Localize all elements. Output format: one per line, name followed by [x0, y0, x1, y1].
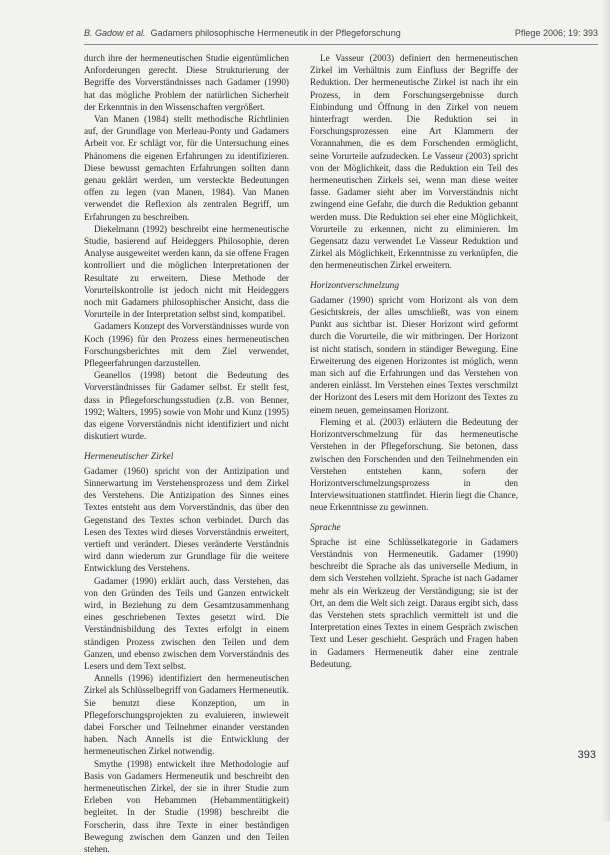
header-author: B. Gadow et al.	[84, 28, 146, 38]
paragraph: Fleming et al. (2003) erläutern die Bedeutung der Horizontverschmelzung für das hermeneutische Verstehen in der Pflegeforschung. Sie betonen, dass zwischen den Forschenden und den Teilnehmenden ein Verstehen entstehen kann, sofern der Horizontverschmelzungsprozess in den Interviewsituationen stattfindet. Hierin liegt die Chance, neue Erkenntnisse zu gewinnen.	[310, 416, 518, 513]
header-title: Gadamers philosophische Hermeneutik in der Pflegeforschung	[150, 28, 401, 38]
paragraph: Smythe (1998) entwickelt ihre Methodologie auf Basis von Gadamers Hermeneutik und beschreibt den hermeneutischen Zirkel, der sie in ihrer Studie zum Erleben von Hebammen (Hebammentätigkeit) begleitet. In der Studie (1998) beschreibt die Forscherin, dass ihre Texte in einer beständigen Bewegung zwischen dem Ganzen und den Teilen stehen.	[84, 758, 289, 854]
header-rule	[84, 44, 598, 45]
paragraph: Geanellos (1998) betont die Bedeutung des Vorverständnisses für Gadamer selbst. Er stellt fest, dass in Pflegeforschungsstudien (z.B. von Benner, 1992; Walters, 1995) sowie von Mohr und Kunz (1995) das eigene Vorverständnis nicht identifiziert und nicht diskutiert wurde.	[84, 370, 289, 442]
paragraph: Gadamer (1960) spricht von der Antizipation und Sinnerwartung im Verstehensprozess und dem Zirkel des Verstehens. Die Antizipation des Sinnes eines Textes entsteht aus dem Vorverständnis, das über den Gegenstand des Textes schon verbindet. Durch das Lesen des Textes wird dieses Vorverständnis erweitert, vertieft und verändert. Dieses veränderte Verständnis wird dann wiederum zur Grundlage für die weitere Entwicklung des Verstehens.	[84, 465, 289, 574]
section-heading: Sprache	[310, 522, 341, 533]
paragraph: Diekelmann (1992) beschreibt eine hermeneutische Studie, basierend auf Heideggers Philosophie, deren Analyse ausgeweitet werden kann, da sie offene Fragen kontrolliert und die möglichen Interpretationen der Resultate zu erweitern. Diese Methode der Vorurteilskontrolle ist jedoch nicht mit Heideggers noch mit Gadamers philosophischer Ansicht, dass die Vorurteile in der Interpretation selbst sind, kompatibel.	[84, 223, 289, 320]
paragraph: Sprache ist eine Schlüsselkategorie in Gadamers Verständnis von Hermeneutik. Gadamer (1990) beschreibt die Sprache als das universelle Medium, in dem sich Verstehen vollzieht. Sprache ist nach Gadamer mehr als ein Werkzeug der Verständigung; sie ist der Ort, an dem die Welt sich zeigt. Daraus ergibt sich, dass das Verstehen stets sprachlich vermittelt ist und die Interpretation eines Textes in einem Gespräch zwischen Text und Leser geschieht. Gespräch und Fragen haben in Gadamers Hermeneutik daher eine zentrale Bedeutung.	[310, 536, 518, 669]
page-number: 393	[577, 749, 596, 761]
paragraph: Le Vasseur (2003) definiert den hermeneutischen Zirkel im Verhältnis zum Einfluss der Begriffe der Reduktion. Der hermeneutische Zirkel ist nach ihr ein Prozess, in dem Forschungsergebnisse durch Einbindung und Öffnung in den Zirkel von neuem hinterfragt werden. Die Reduktion sei in Forschungsprozessen eine Art Klammern der Vorannahmen, die es dem Forschenden ermöglicht, seine Vorurteile aufzudecken. Le Vasseur (2003) spricht von der Möglichkeit, dass die Reduktion ein Teil des hermeneutischen Zirkels sei, wenn man diese weiter fasse. Gadamer sieht aber im Vorverständnis nicht zwingend eine Gefahr, die durch die Reduktion gebannt werden muss. Die Reduktion sei eher eine Möglichkeit, Vorurteile zu erkennen, nicht zu eliminieren. Im Gegensatz dazu verwendet Le Vasseur Reduktion und Zirkel als Möglichkeit, Erkenntnisse zu verknüpfen, die den hermeneutischen Zirkel erweitern.	[310, 53, 518, 271]
page-edge-shadow	[602, 0, 610, 821]
header-journal: Pflege 2006; 19: 393	[514, 28, 598, 38]
paragraph: Gadamer (1990) spricht vom Horizont als von dem Gesichtskreis, der alles umschließt, was von einem Punkt aus sichtbar ist. Dieser Horizont wird geformt durch die Vorurteile, die wir mitbringen. Der Horizont ist nicht statisch, sondern in ständiger Bewegung. Eine Erweiterung des eigenen Horizontes ist möglich, wenn man sich auf die Erfahrungen und das Verstehen von anderen einlässt. Im Verstehen eines Textes verschmilzt der Horizont des Lesers mit dem Horizont des Textes zu einem neuen, gemeinsamen Horizont.	[310, 294, 518, 415]
header-left	[84, 28, 401, 38]
paragraph: Gadamer (1990) erklärt auch, dass Verstehen, das von den Gründen des Teils und Ganzen entwickelt wird, in Beziehung zu dem Gesamtzusammenhang eines geschriebenen Textes gesetzt wird. Die Verständnisbildung des Textes erfolgt in einem ständigen Prozess zwischen den Teilen und dem Ganzen, und ebenso zwischen dem Vorverständnis des Lesers und dem Text selbst.	[84, 575, 289, 671]
section-heading: Hermeneutischer Zirkel	[84, 451, 174, 462]
paragraph: Van Manen (1984) stellt methodische Richtlinien auf, der Grundlage von Merleau-Ponty und Gadamers Arbeit vor. Er schlägt vor, für die Untersuchung eines Phänomens die eigenen Erfahrungen zu identifizieren. Diese bewusst gemachten Erfahrungen sollten dann genau geklärt werden, um versteckte Bedeutungen offen zu legen (van Manen, 1984). Van Manen verwendet die Reflexion als zentralen Begriff, um Erfahrungen zu beschreiben.	[84, 114, 289, 222]
left-column	[84, 52, 289, 854]
paragraph: durch ihre der hermeneutischen Studie eigentümlichen Anforderungen gerecht. Diese Strukturierung der Begriffe des Vorverständnisses nach Gadamer (1990) hat das mögliche Problem der natürlichen Sicherheit der Erkenntnis in den Wissenschaften vergrößert.	[84, 53, 289, 112]
paragraph: Annells (1996) identifiziert den hermeneutischen Zirkel als Schlüsselbegriff von Gadamers Hermeneutik. Sie benutzt diese Konzeption, um in Pflegeforschungsprojekten zu evaluieren, inwieweit dabei Forscher und Teilnehmer einander verstanden haben. Nach Annells ist die Entwicklung der hermeneutischen Zirkel notwendig.	[84, 673, 289, 757]
right-column	[310, 52, 518, 807]
section-heading: Horizontverschmelzung	[310, 280, 400, 291]
paragraph: Gadamers Konzept des Vorverständnisses wurde von Koch (1996) für den Prozess eines hermeneutischen Forschungsberichtes mit dem Ziel verwendet, Pflegeerfahrungen darzustellen.	[84, 321, 289, 369]
running-header	[84, 28, 598, 42]
